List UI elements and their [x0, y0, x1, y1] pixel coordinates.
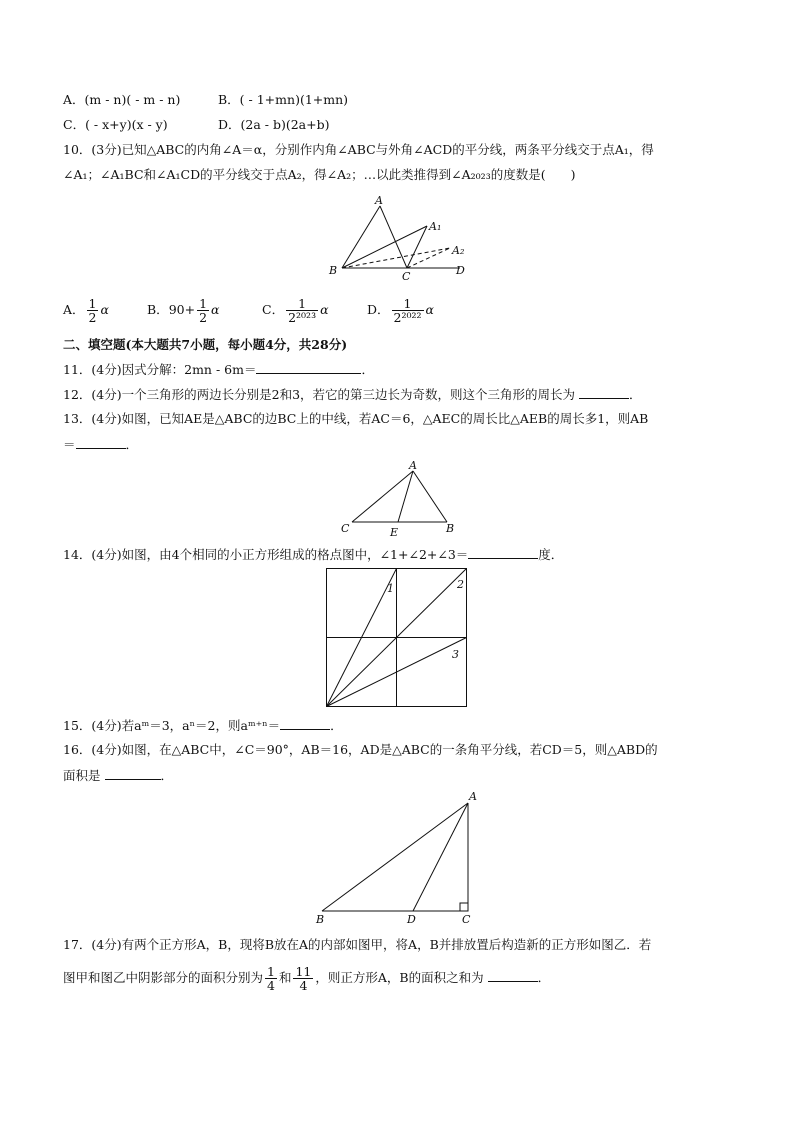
q16-label-b: B — [316, 913, 325, 926]
q10-line-ca2 — [407, 248, 450, 268]
q10-label-c: C — [402, 270, 411, 283]
q10-option-c: C． $\frac{1}{\text{2²⁰²³}}$ α — [262, 296, 329, 325]
q17-line2: 图甲和图乙中阴影部分的面积分别为 $\frac{1}{4}$ 和 $\frac{11}{4}$ ，则正方形A，B的面积之和为 ． — [63, 964, 551, 993]
q10-label-d: D — [456, 264, 465, 277]
q13-line1: 13．(4分)如图，已知AE是△ABC的边BC上的中线，若AC＝6，△AEC的周长比△AEB的周长多1，则AB — [63, 411, 649, 426]
q13-line2: ＝ ． — [63, 437, 139, 452]
q14-angle-label-1: 1 — [387, 582, 394, 595]
q10-option-d: D． $\frac{1}{\text{2²⁰²²}}$ α — [367, 296, 434, 325]
q10-option-b: B．90+ $\frac{1}{2}$ α — [147, 296, 220, 325]
q11: 11．(4分)因式分解：2mn - 6m＝ ． — [63, 362, 374, 377]
q10-label-a2: A₂ — [452, 244, 465, 257]
q14-blank — [468, 545, 538, 559]
q9-option-a: A．(m - n)( - m - n) — [63, 92, 181, 107]
q16-figure — [310, 790, 485, 928]
q17-line1: 17．(4分)有两个正方形A，B，现将B放在A的内部如图甲，将A，B并排放置后构造新的正方形如图乙．若 — [63, 937, 652, 952]
q16-line1: 16．(4分)如图，在△ABC中，∠C＝90°，AB＝16，AD是△ABC的一条角平分线，若CD＝5，则△ABD的 — [63, 742, 658, 757]
q16-label-d: D — [407, 913, 416, 926]
q13-line-ca — [352, 471, 413, 522]
q13-label-a: A — [409, 459, 417, 472]
q14-angle-label-2: 2 — [457, 578, 464, 591]
q11-blank — [256, 360, 361, 374]
q10-line-ba2 — [342, 248, 450, 268]
q9-option-c: C．( - x+y)(x - y) — [63, 117, 168, 132]
q9-option-b: B．( - 1+mn)(1+mn) — [218, 92, 349, 107]
q9-option-d: D．(2a - b)(2a+b) — [218, 117, 330, 132]
q13-blank — [76, 435, 126, 449]
q16-line2: 面积是 ． — [63, 768, 174, 783]
q15-blank — [280, 716, 330, 730]
section-2-heading: 二、填空题(本大题共7小题，每小题4分，共28分) — [63, 337, 348, 352]
q10-line1: 10．(3分)已知△ABC的内角∠A＝α，分别作内角∠ABC与外角∠ACD的平分线，两条平分线交于点A₁，得 — [63, 142, 654, 157]
q10-option-a: A． $\frac{1}{2}$ α — [63, 296, 109, 325]
q12-blank — [579, 385, 629, 399]
q16-blank — [105, 766, 161, 780]
q10-label-b: B — [329, 264, 338, 277]
q10-line-ca1 — [407, 226, 427, 268]
q14: 14．(4分)如图，由4个相同的小正方形组成的格点图中，∠1+∠2+∠3＝ 度． — [63, 547, 564, 562]
q10-label-a: A — [375, 194, 383, 207]
q15: 15．(4分)若aᵐ＝3，aⁿ＝2，则aᵐ⁺ⁿ＝ ． — [63, 718, 343, 733]
q14-figure — [326, 568, 468, 708]
q14-angle-label-3: 3 — [452, 648, 459, 661]
q13-line-ae — [398, 471, 413, 522]
q16-line-da — [413, 803, 468, 911]
q16-line-ba — [322, 803, 468, 911]
q16-label-c: C — [462, 913, 471, 926]
q16-right-angle-mark — [460, 903, 468, 911]
q16-label-a: A — [469, 790, 477, 803]
q13-label-b: B — [446, 522, 455, 535]
q12: 12．(4分)一个三角形的两边长分别是2和3，若它的第三边长为奇数，则这个三角形的周长为 ． — [63, 387, 642, 402]
q13-label-e: E — [390, 526, 399, 539]
q17-blank — [488, 968, 538, 982]
q13-figure — [338, 458, 462, 540]
q10-line2: ∠A₁；∠A₁BC和∠A₁CD的平分线交于点A₂，得∠A₂；…以此类推得到∠A₂₀₂₃的度数是( ) — [63, 167, 576, 182]
q13-label-c: C — [341, 522, 350, 535]
q10-label-a1: A₁ — [429, 220, 442, 233]
q10-figure — [322, 192, 472, 283]
q13-line-ab — [413, 471, 447, 522]
